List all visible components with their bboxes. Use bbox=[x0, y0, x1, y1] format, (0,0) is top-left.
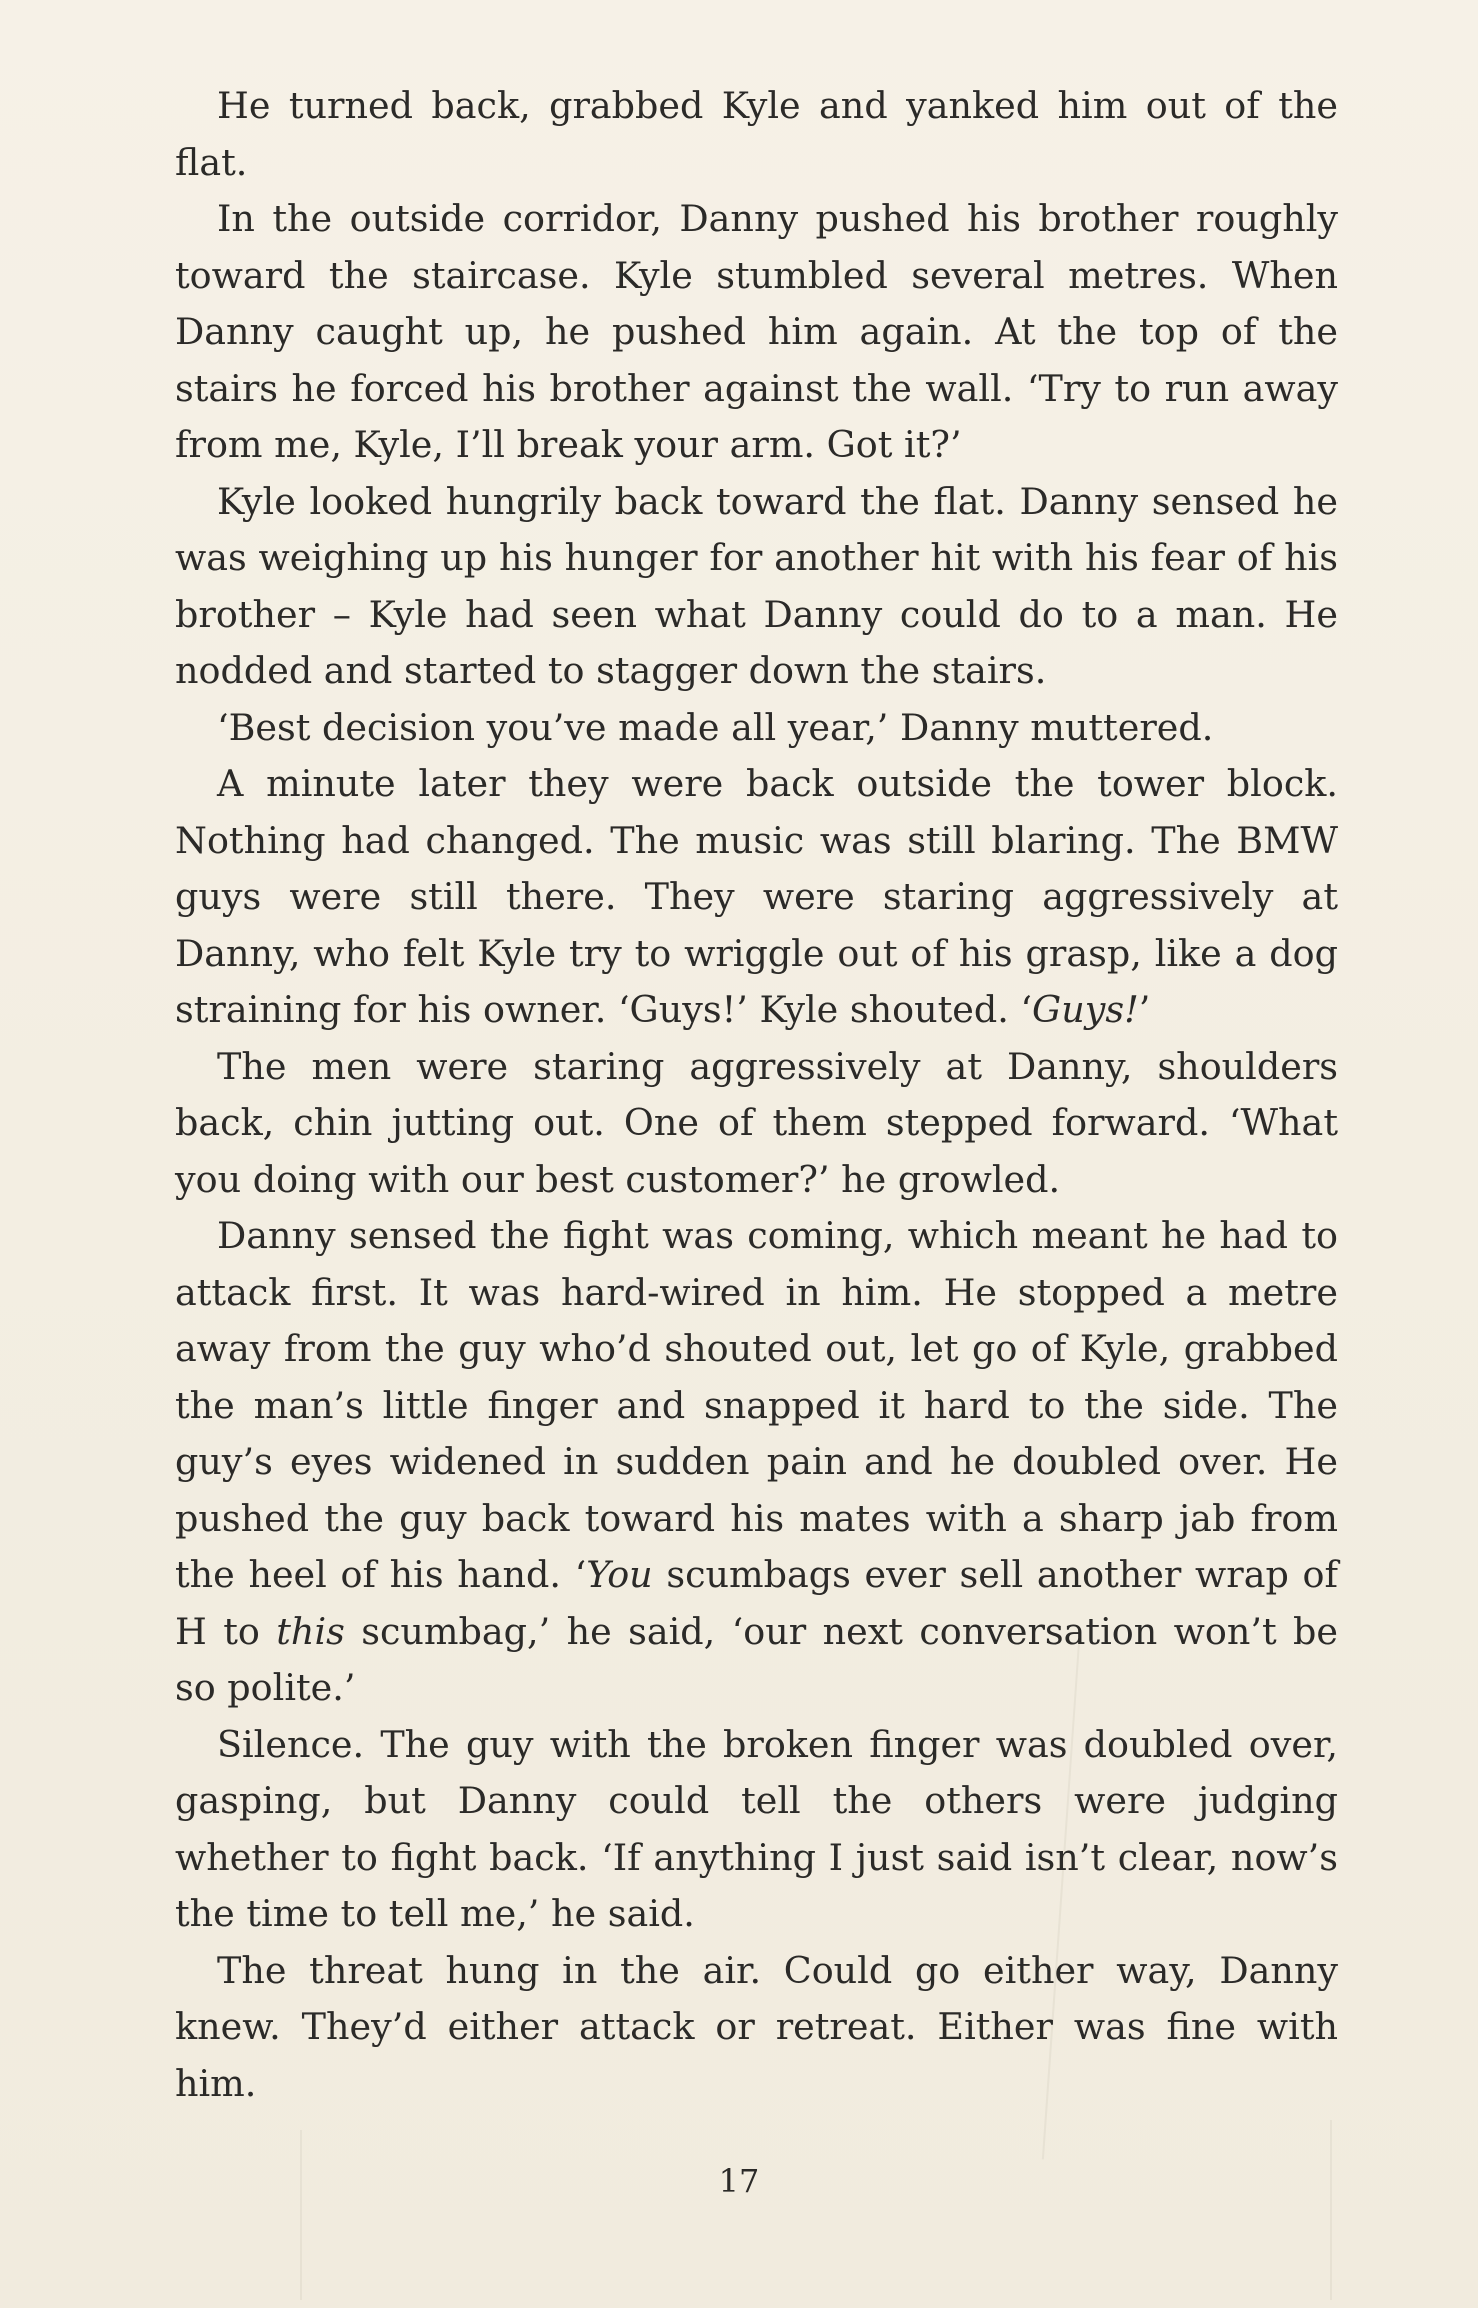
italic-text: Guys! bbox=[1032, 988, 1139, 1031]
text-run: A minute later they were back outside the tower block. Nothing had changed. The music was still blaring. The BMW guys were still there. They were staring aggressively at Danny, who felt Kyle try to wriggle out of his grasp, like a dog straining for his owner. ‘Guys!’ Kyle shouted. ‘ bbox=[175, 762, 1338, 1031]
page-number: 17 bbox=[718, 2162, 760, 2200]
paragraph bbox=[175, 756, 1338, 1039]
paragraph bbox=[175, 78, 1338, 191]
text-run: scumbags ever sell another wrap of H to bbox=[175, 1553, 1338, 1653]
text-run: The threat hung in the air. Could go either way, Danny knew. They’d either attack or retreat. Either was fine with him. bbox=[175, 1948, 1338, 2105]
text-run: He turned back, grabbed Kyle and yanked him out of the flat. bbox=[175, 84, 1338, 184]
paragraph bbox=[175, 1208, 1338, 1717]
paragraph bbox=[175, 700, 1338, 757]
paper-crease bbox=[300, 2130, 302, 2300]
paragraph bbox=[175, 1943, 1338, 2113]
italic-text: this bbox=[276, 1609, 345, 1653]
text-run: Danny sensed the fight was coming, which meant he had to attack first. It was hard-wired in him. He stopped a metre away from the guy who’d shouted out, let go of Kyle, grabbed the man’s little finger and snapped it hard to the side. The guy’s eyes widened in sudden pain and he doubled over. He pushed the guy back toward his mates with a sharp jab from the heel of his hand. ‘ bbox=[175, 1214, 1338, 1596]
text-run: ‘Best decision you’ve made all year,’ Danny muttered. bbox=[217, 705, 1214, 749]
text-run: The men were staring aggressively at Danny, shoulders back, chin jutting out. One of them stepped forward. ‘What you doing with our best customer?’ he growled. bbox=[175, 1044, 1338, 1201]
paragraph bbox=[175, 1717, 1338, 1943]
text-run: Silence. The guy with the broken finger was doubled over, gasping, but Danny could tell the others were judging whether to fight back. ‘If anything I just said isn’t clear, now’s the time to tell me,’ he said. bbox=[175, 1722, 1338, 1935]
text-run: ’ bbox=[1138, 988, 1151, 1031]
italic-text: You bbox=[586, 1553, 653, 1596]
body-text bbox=[175, 78, 1338, 2112]
paper-crease bbox=[1330, 2120, 1332, 2300]
paragraph bbox=[175, 474, 1338, 700]
text-run: scumbag,’ he said, ‘our next conversation won’t be so polite.’ bbox=[175, 1609, 1338, 1709]
text-run: Kyle looked hungrily back toward the flat. Danny sensed he was weighing up his hunger for another hit with his fear of his brother – Kyle had seen what Danny could do to a man. He nodded and started to stagger down the stairs. bbox=[175, 479, 1338, 692]
paragraph bbox=[175, 1039, 1338, 1209]
text-run: In the outside corridor, Danny pushed his brother roughly toward the staircase. Kyle stumbled several metres. When Danny caught up, he pushed him again. At the top of the stairs he forced his brother against the wall. ‘Try to run away from me, Kyle, I’ll break your arm. Got it?’ bbox=[175, 197, 1338, 466]
paragraph bbox=[175, 191, 1338, 474]
